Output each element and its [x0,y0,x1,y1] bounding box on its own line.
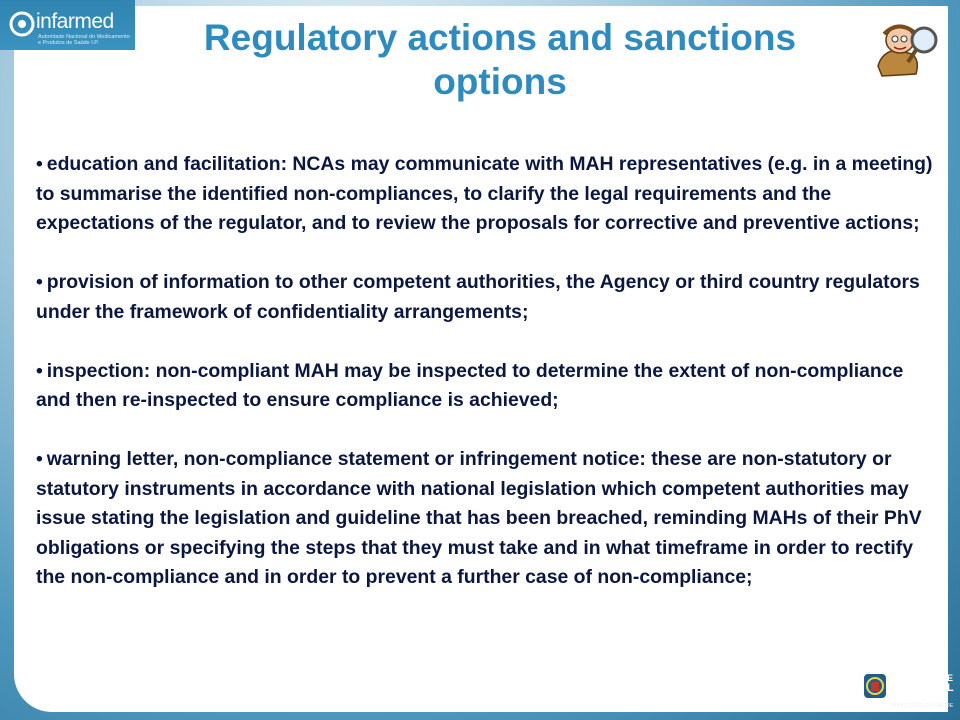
brand-header [0,0,135,50]
bullet-text: inspection: non-compliant MAH may be inspected to determine the extent of non-compliance and then re-inspected to ensure compliance is achieved; [36,359,904,411]
bullet-text: provision of information to other competent authorities, the Agency or third country regulators under the framework of confidentiality arrangements; [36,271,920,323]
slide-title: Regulatory actions and sanctions options [203,17,797,102]
list-item [36,268,941,327]
bullet-text: warning letter, non-compliance statement or infringement notice: these are non-statutory or statutory instruments in accordance with national legislation which competent authorities may issue stating the legislation and guideline that has been breached, reminding MAHs of their PhV obligations or specifying the steps that they must take and in what timeframe in order to rectify the non-compliance and in order to prevent a further case of non-compliance; [36,448,922,588]
ministry-label: MINISTÉRIO DA SAÚDE [892,703,954,709]
bullet-icon: • [36,359,43,382]
bullet-icon: • [36,448,43,470]
list-item [36,357,941,416]
bullet-icon: • [36,153,43,175]
brand-tagline: Autoridade Nacional do Medicamento e Produtos de Saúde I.P. [38,34,130,46]
bullet-text: education and facilitation: NCAs may communicate with MAH representatives (e.g. in a meeting) to summarise the identified non-compliances, to clarify the legal requirements and the expectations of the regulator, and to review the proposals for corrective and preventive actions; [36,153,933,234]
list-item [36,445,941,593]
detective-magnifier-icon [868,14,944,80]
gov-line2: PORTUGAL [892,682,954,694]
list-item [36,150,941,239]
gov-line1: GOVERNO DE [892,673,954,683]
brand-name: infarmed [36,10,114,33]
infarmed-logo-icon [8,10,36,38]
bullet-icon: • [36,271,43,293]
bullet-list [36,150,941,622]
